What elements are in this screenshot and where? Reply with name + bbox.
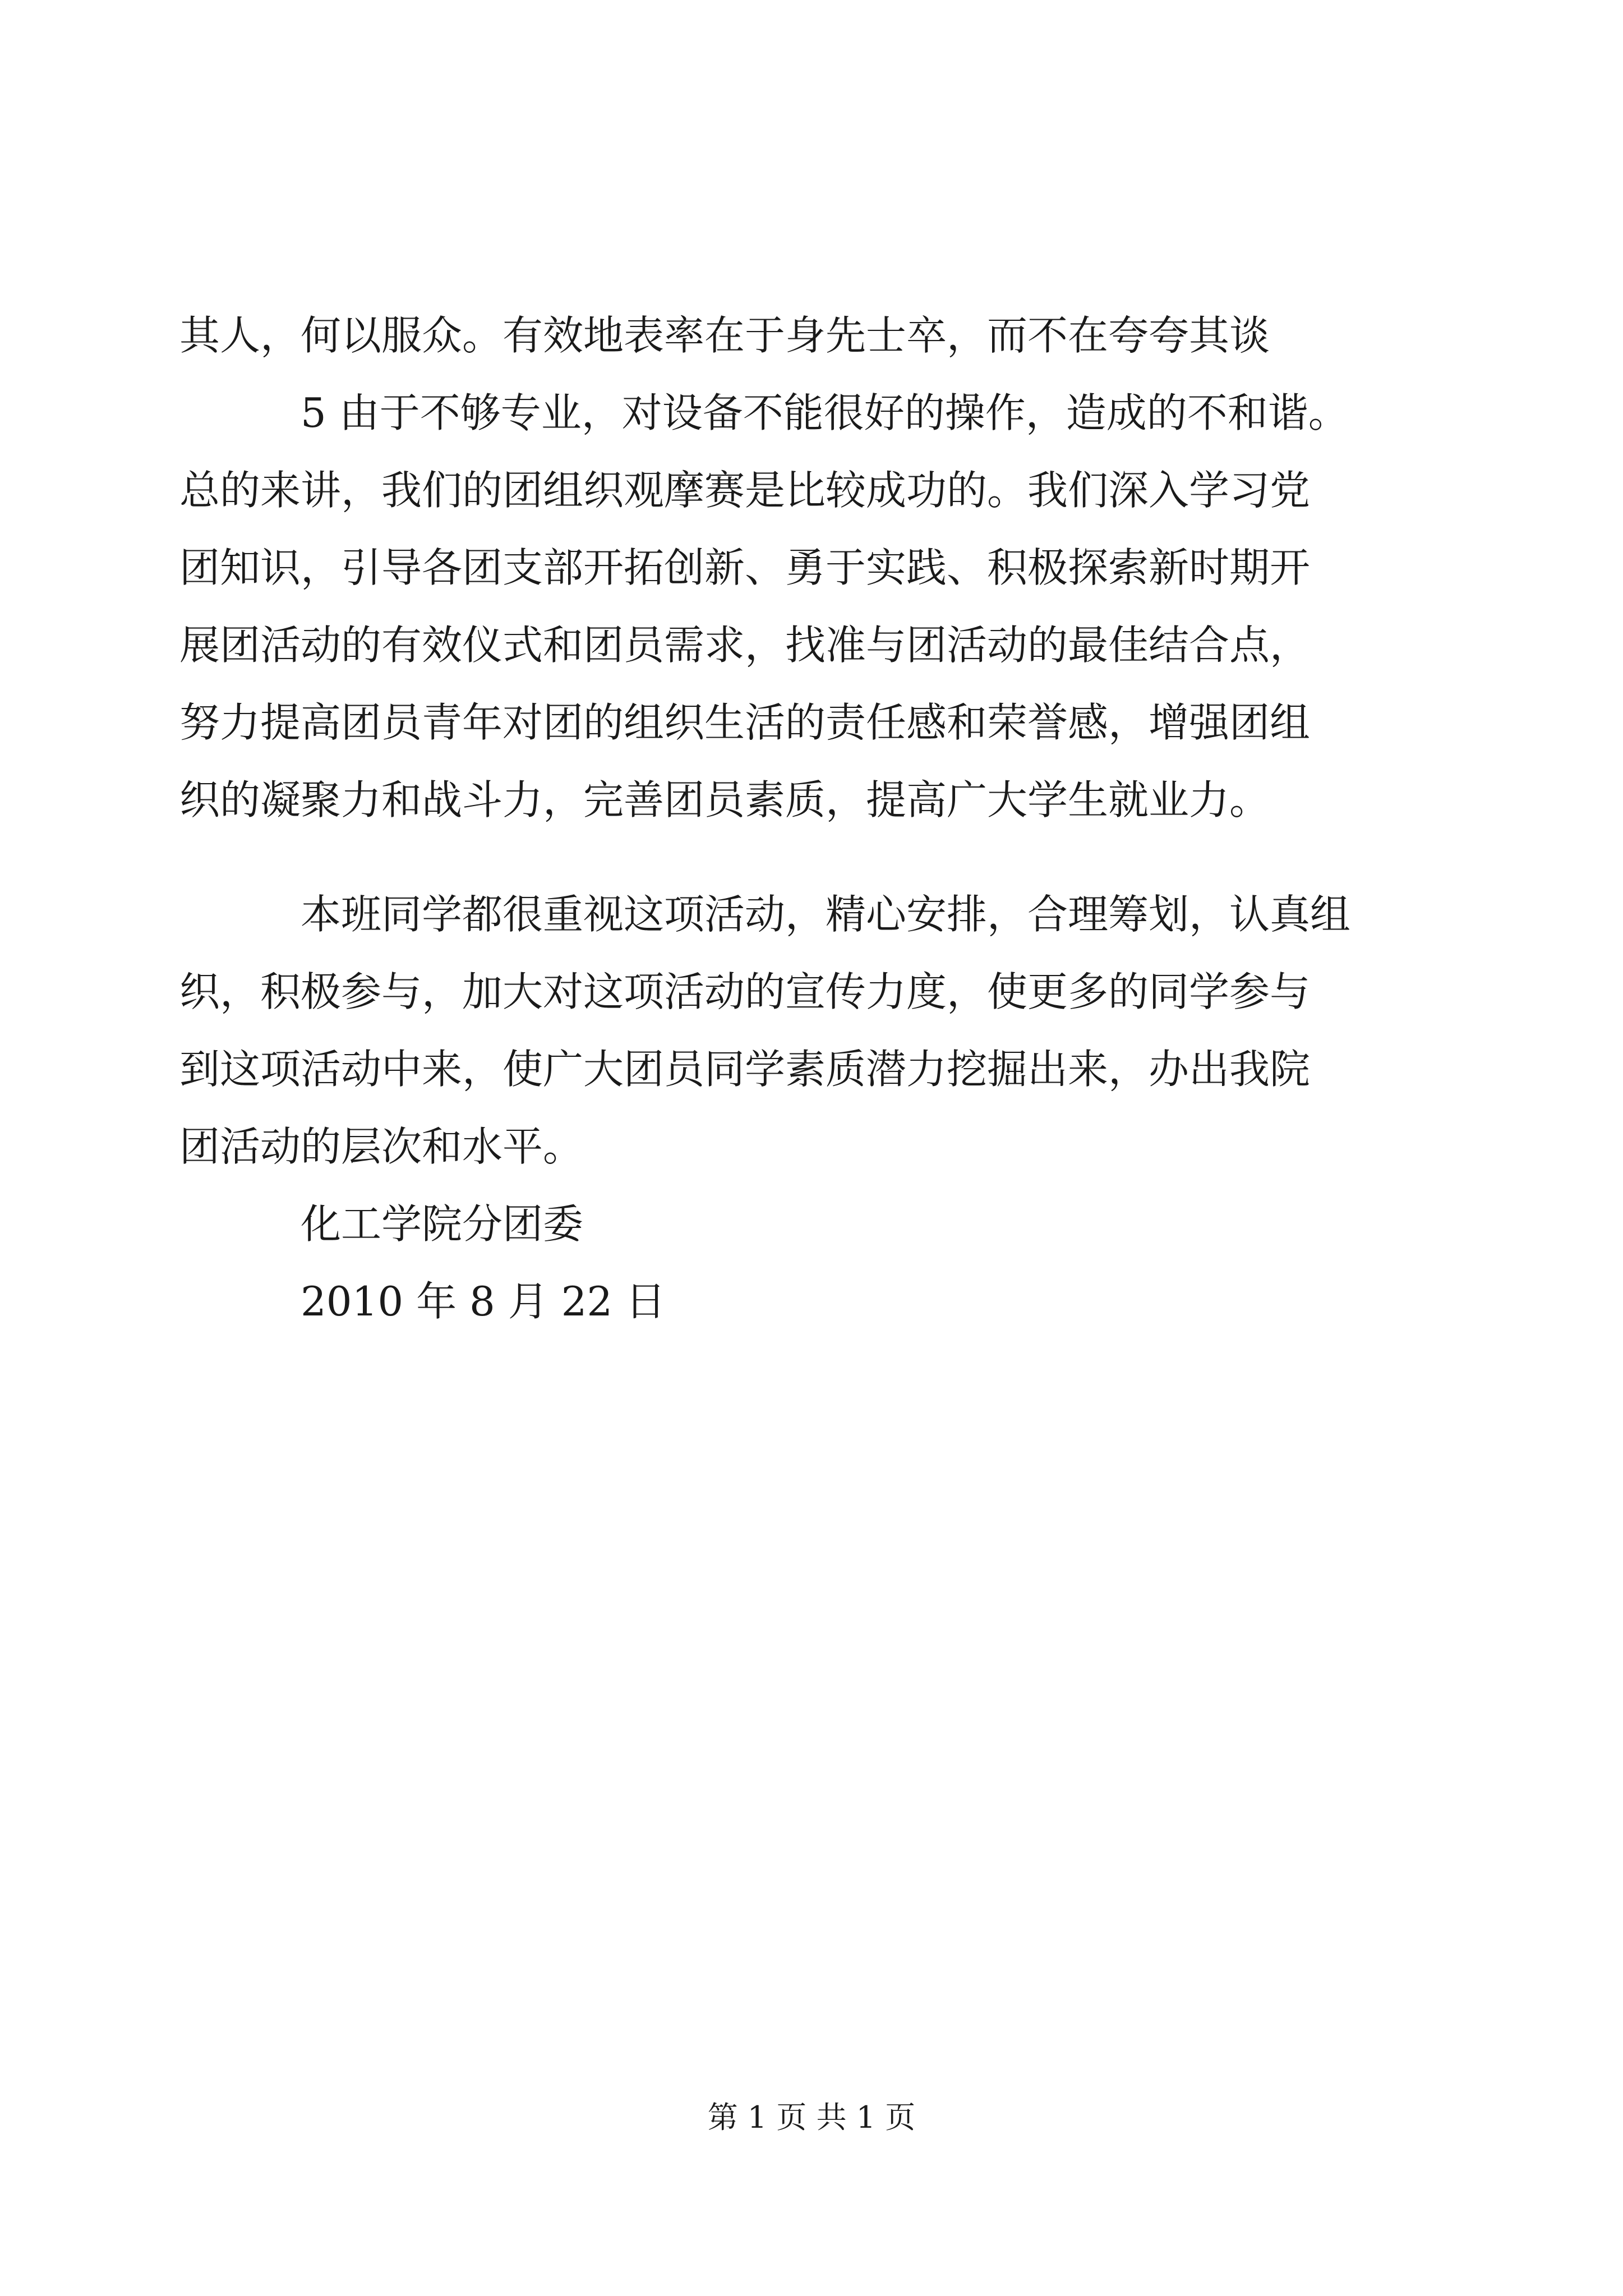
body-line-closing-paragraph: 本班同学都很重视这项活动，精心安排，合理筹划，认真组 bbox=[301, 891, 1351, 938]
page-footer: 第 1 页 共 1 页 bbox=[707, 2100, 916, 2135]
signature-date: 2010 年 8 月 22 日 bbox=[301, 1278, 666, 1325]
body-line: 总的来讲，我们的团组织观摩赛是比较成功的。我们深入学习党 bbox=[179, 467, 1311, 514]
body-line: 努力提高团员青年对团的组织生活的责任感和荣誉感，增强团组 bbox=[179, 699, 1311, 746]
body-line-item-5: 5 由于不够专业，对设备不能很好的操作，造成的不和谐。 bbox=[301, 389, 1349, 436]
body-line: 织，积极参与，加大对这项活动的宣传力度，使更多的同学参与 bbox=[179, 968, 1311, 1015]
body-line: 团活动的层次和水平。 bbox=[179, 1123, 584, 1170]
body-line: 到这项活动中来，使广大团员同学素质潜力挖掘出来，办出我院 bbox=[179, 1046, 1311, 1093]
body-line: 织的凝聚力和战斗力，完善团员素质，提高广大学生就业力。 bbox=[179, 776, 1270, 823]
body-line: 展团活动的有效仪式和团员需求，找准与团活动的最佳结合点， bbox=[179, 622, 1311, 669]
body-line-continuation: 其人，何以服众。有效地表率在于身先士卒，而不在夸夸其谈 bbox=[179, 312, 1270, 359]
body-line: 团知识，引导各团支部开拓创新、勇于实践、积极探索新时期开 bbox=[179, 544, 1311, 591]
signature-organization: 化工学院分团委 bbox=[301, 1200, 584, 1248]
